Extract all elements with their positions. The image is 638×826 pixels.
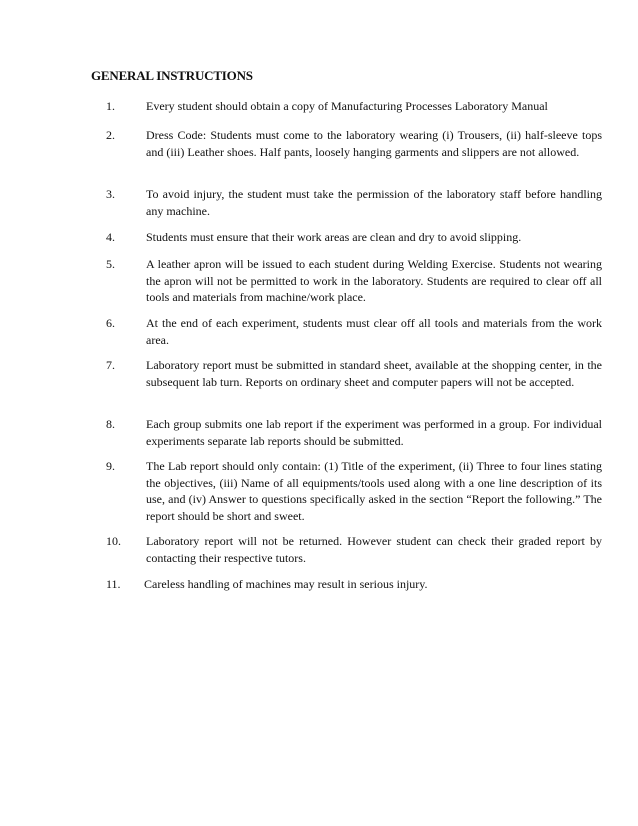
- list-item: [106, 98, 602, 115]
- list-item: [106, 458, 602, 524]
- item-number: 4.: [106, 230, 115, 244]
- item-number: 3.: [106, 187, 115, 201]
- list-item: [106, 256, 602, 306]
- item-number: 9.: [106, 459, 115, 473]
- item-text: At the end of each experiment, students must clear off all tools and materials from the work area.: [146, 316, 602, 347]
- page-title: GENERAL INSTRUCTIONS: [91, 68, 253, 83]
- item-text: To avoid injury, the student must take the permission of the laboratory staff before handling any machine.: [146, 187, 602, 218]
- item-text: Careless handling of machines may result in serious injury.: [144, 577, 428, 591]
- item-number: 6.: [106, 316, 115, 330]
- list-item: [106, 127, 602, 160]
- item-text: Laboratory report will not be returned. However student can check their graded report by contacting their respective tutors.: [146, 534, 602, 565]
- item-number: 7.: [106, 358, 115, 372]
- item-number: 11.: [106, 577, 121, 591]
- item-text: Students must ensure that their work areas are clean and dry to avoid slipping.: [146, 230, 522, 244]
- list-item: [106, 416, 602, 449]
- item-text: A leather apron will be issued to each student during Welding Exercise. Students not wearing the apron will not be permitted to work in the laboratory. Students are required to clear off all tools and materials from machine/work place.: [146, 257, 602, 304]
- item-number: 8.: [106, 417, 115, 431]
- item-text: Dress Code: Students must come to the laboratory wearing (i) Trousers, (ii) half-sleeve tops and (iii) Leather shoes. Half pants, loosely hanging garments and slippers are not allowed.: [146, 128, 602, 159]
- item-text: Laboratory report must be submitted in standard sheet, available at the shopping center, in the subsequent lab turn. Reports on ordinary sheet and computer papers will not be accepted.: [146, 358, 602, 389]
- item-number: 10.: [106, 534, 121, 548]
- item-text: Each group submits one lab report if the experiment was performed in a group. For individual experiments separate lab reports should be submitted.: [146, 417, 602, 448]
- item-text: The Lab report should only contain: (1) Title of the experiment, (ii) Three to four lines stating the objectives, (iii) Name of all equipments/tools used along with a one line description of its use, and (iv) Answer to questions specifically asked in the section “Report the following.” The report should be short and sweet.: [146, 459, 602, 523]
- item-number: 1.: [106, 99, 115, 113]
- item-number: 5.: [106, 257, 115, 271]
- list-item: [106, 186, 602, 219]
- list-item: [106, 229, 602, 246]
- list-item: [106, 315, 602, 348]
- item-text: Every student should obtain a copy of Manufacturing Processes Laboratory Manual: [146, 99, 548, 113]
- item-number: 2.: [106, 128, 115, 142]
- list-item: [106, 533, 602, 566]
- list-item: [106, 357, 602, 390]
- list-item: [106, 576, 602, 593]
